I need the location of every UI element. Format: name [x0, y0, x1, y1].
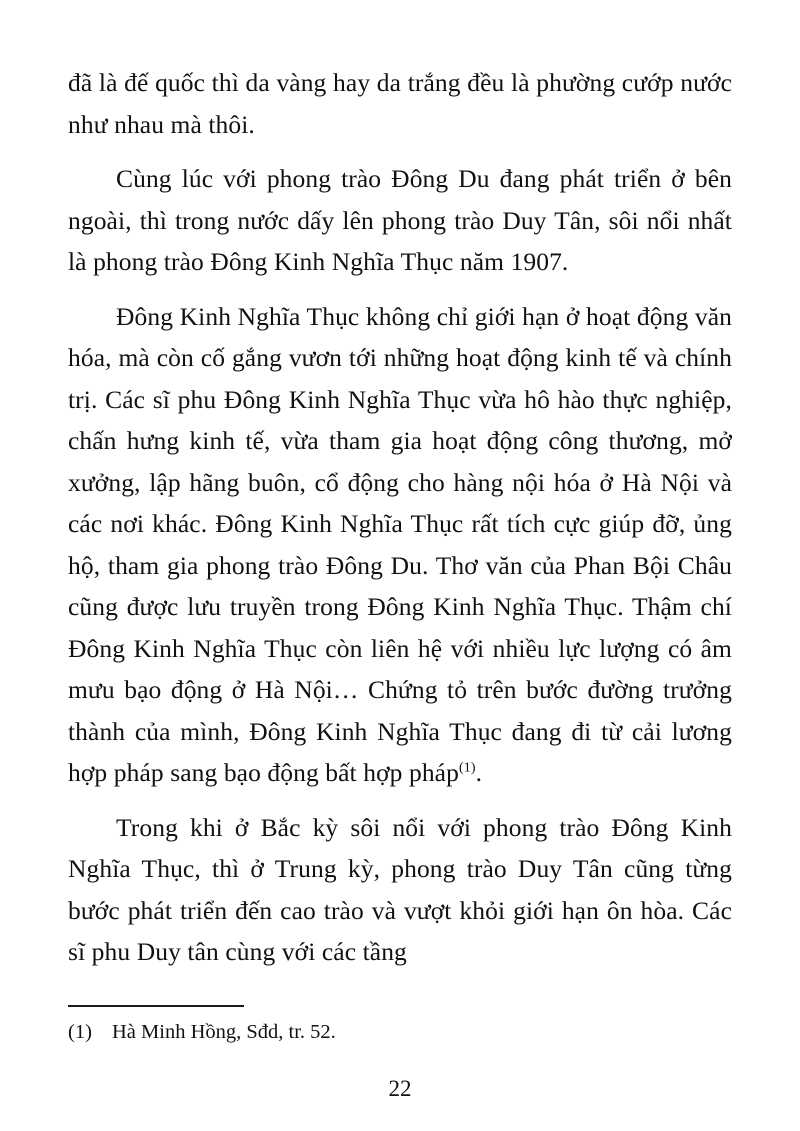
footnote-separator-rule — [68, 1005, 244, 1007]
page-body — [68, 62, 732, 973]
footnote-1 — [68, 1018, 732, 1046]
paragraph-2 — [68, 158, 732, 283]
page-number: 22 — [388, 1076, 412, 1101]
paragraph-1 — [68, 62, 732, 145]
paragraph-spacer — [68, 147, 732, 158]
paragraph-4-text: Trong khi ở Bắc kỳ sôi nổi với phong trào Đông Kinh Nghĩa Thục, thì ở Trung kỳ, phong trào Duy Tân cũng từng bước phát triển đến cao trào và vượt khỏi giới hạn ôn hòa. Các sĩ phu Duy tân cùng với các tầng — [68, 812, 732, 966]
paragraph-1-text: đã là đế quốc thì da vàng hay da trắng đều là phường cướp nước như nhau mà thôi. — [68, 68, 732, 139]
footnote-1-marker: (1) — [68, 1021, 92, 1043]
paragraph-3 — [68, 296, 732, 794]
footnote-1-text: Hà Minh Hồng, Sđd, tr. 52. — [112, 1021, 336, 1043]
paragraph-2-text: Cùng lúc với phong trào Đông Du đang phát triển ở bên ngoài, thì trong nước dấy lên phong trào Duy Tân, sôi nổi nhất là phong trào Đông Kinh Nghĩa Thục năm 1907. — [68, 164, 732, 276]
paragraph-spacer — [68, 285, 732, 296]
paragraph-3-text: Đông Kinh Nghĩa Thục không chỉ giới hạn ở hoạt động văn hóa, mà còn cố gắng vươn tới những hoạt động kinh tế và chính trị. Các sĩ phu Đông Kinh Nghĩa Thục vừa hô hào thực nghiệp, chấn hưng kinh tế, vừa tham gia hoạt động công thương, mở xưởng, lập hãng buôn, cổ động cho hàng nội hóa ở Hà Nội và các nơi khác. Đông Kinh Nghĩa Thục rất tích cực giúp đỡ, ủng hộ, tham gia phong trào Đông Du. Thơ văn của Phan Bội Châu cũng được lưu truyền trong Đông Kinh Nghĩa Thục. Thậm chí Đông Kinh Nghĩa Thục còn liên hệ với nhiều lực lượng có âm mưu bạo động ở Hà Nội… Chứng tỏ trên bước đường trưởng thành của mình, Đông Kinh Nghĩa Thục đang đi từ cải lương hợp pháp sang bạo động bất hợp pháp — [68, 301, 732, 787]
footnote-reference-1: (1) — [458, 760, 476, 776]
footnote-area — [68, 1005, 732, 1046]
paragraph-spacer — [68, 796, 732, 807]
paragraph-3-text-tail: . — [475, 758, 483, 787]
paragraph-4 — [68, 807, 732, 973]
